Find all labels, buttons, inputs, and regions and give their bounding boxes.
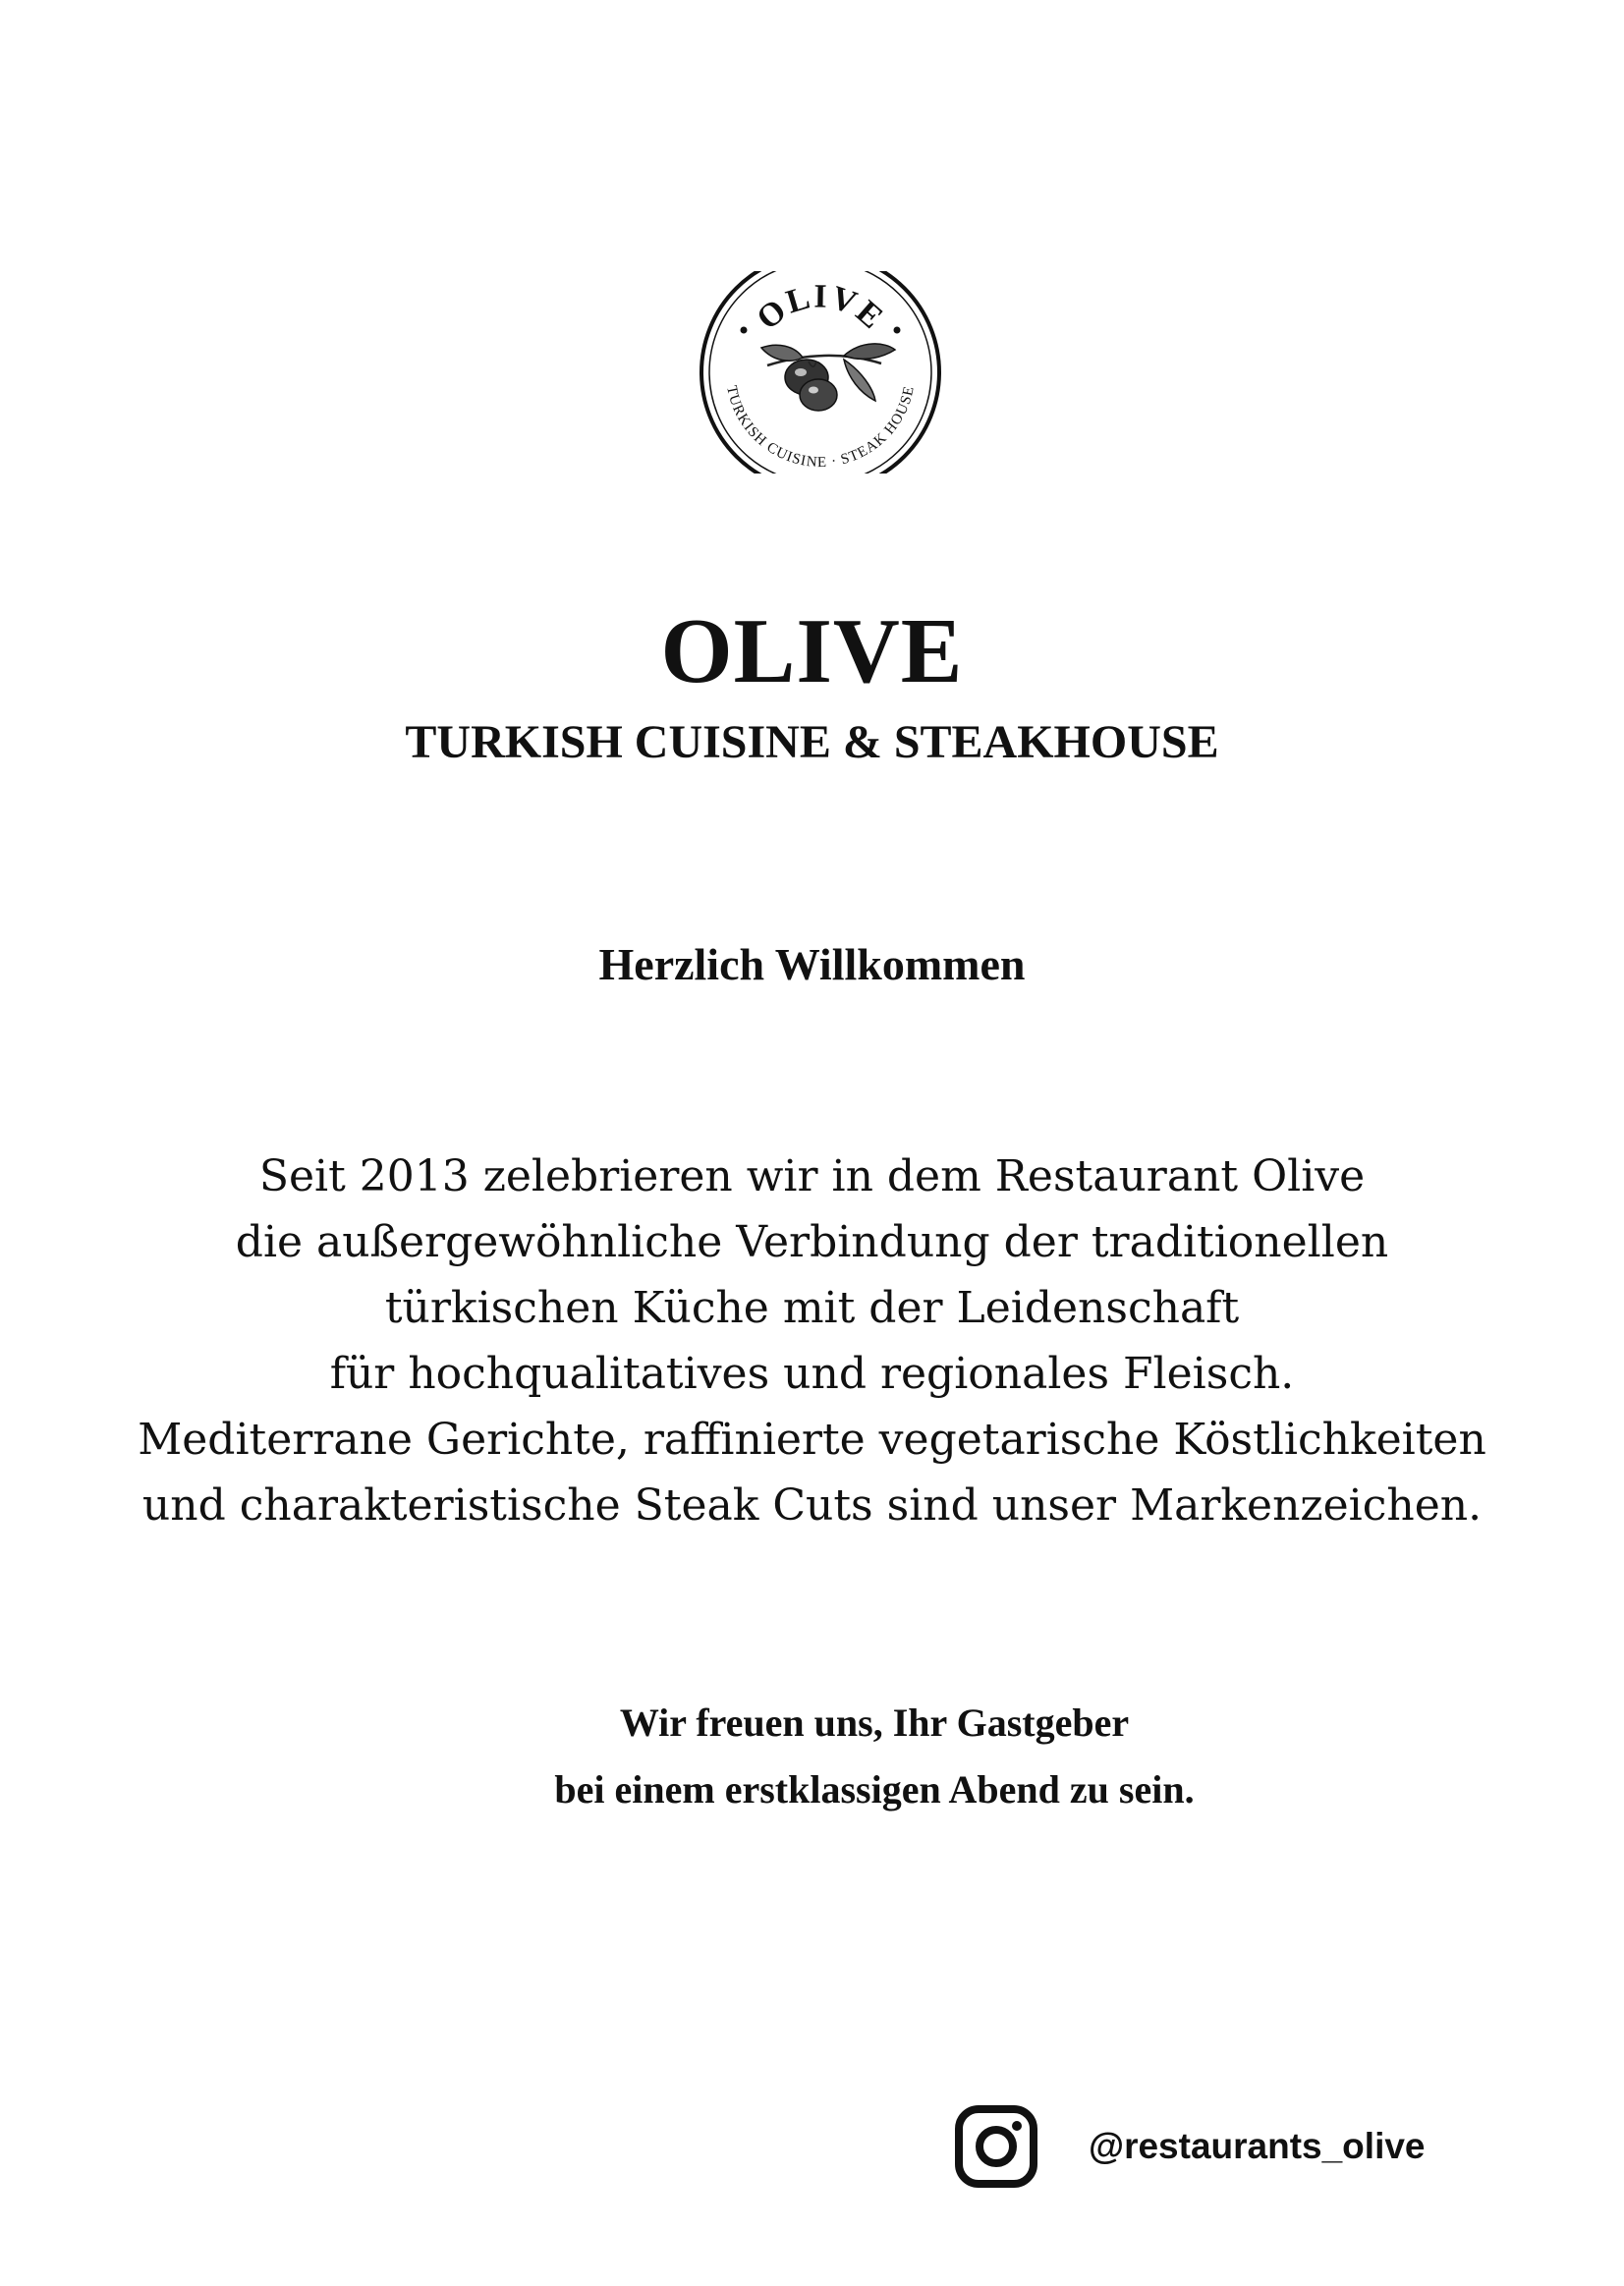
intro-line: Mediterrane Gerichte, raffinierte vegetarische Köstlichkeiten <box>138 1415 1486 1465</box>
closing-line: Wir freuen uns, Ihr Gastgeber <box>619 1701 1130 1745</box>
social-handle-row[interactable] <box>953 2102 1426 2191</box>
instagram-icon[interactable] <box>953 2103 1039 2190</box>
closing-message <box>472 1690 1277 1823</box>
logo-dot-right <box>894 327 901 334</box>
logo-top-text <box>750 279 890 338</box>
intro-line: für hochqualitatives und regionales Fleisch. <box>329 1349 1295 1399</box>
intro-paragraph <box>0 1143 1624 1538</box>
page-title: OLIVE <box>660 600 964 702</box>
logo-top-textpath: OLIVE <box>750 278 891 338</box>
intro-line: türkischen Küche mit der Leidenschaft <box>384 1283 1240 1333</box>
intro-line: und charakteristische Steak Cuts sind unser Markenzeichen. <box>141 1480 1483 1531</box>
logo-seal-graphic <box>697 271 944 474</box>
restaurant-logo-seal <box>697 271 944 474</box>
olive-branch-icon <box>761 344 895 411</box>
intro-line: Seit 2013 zelebrieren wir in dem Restaurant Olive <box>258 1151 1366 1201</box>
logo-ring-textpath: TURKISH CUISINE · STEAK HOUSE <box>723 384 918 472</box>
welcome-heading: Herzlich Willkommen <box>598 939 1026 989</box>
closing-line: bei einem erstklassigen Abend zu sein. <box>554 1767 1195 1812</box>
logo-dot-left <box>741 327 748 334</box>
page-subtitle: TURKISH CUISINE & STEAKHOUSE <box>405 716 1219 768</box>
intro-line: die außergewöhnliche Verbindung der traditionellen <box>235 1217 1389 1267</box>
instagram-handle-link[interactable]: @restaurants_olive <box>1089 2126 1426 2166</box>
